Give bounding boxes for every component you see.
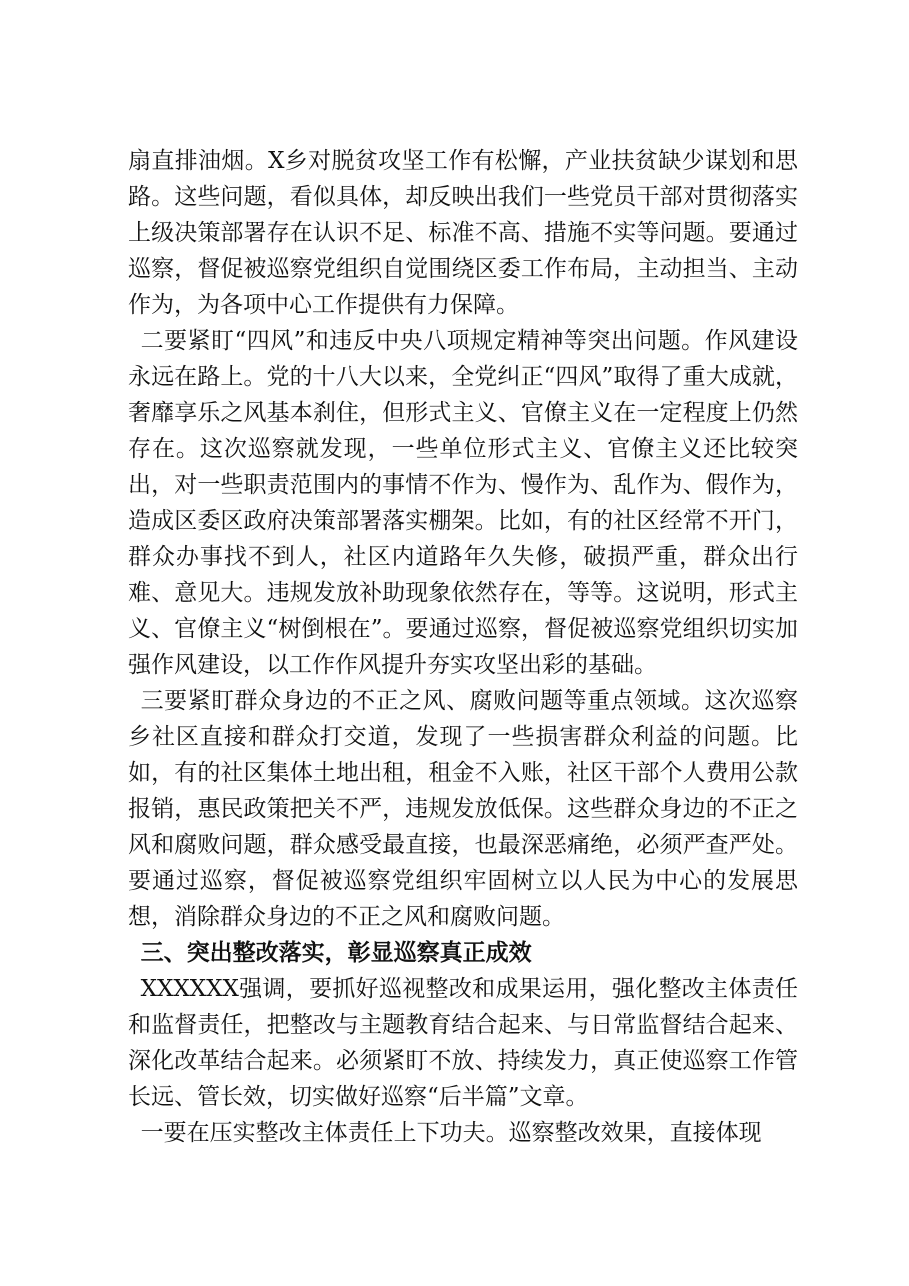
paragraph-four-winds: 二要紧盯“四风”和违反中央八项规定精神等突出问题。作风建设永远在路上。党的十八大以来，全党纠正“四风”取得了重大成就，奢靡享乐之风基本刹住，但形式主义、官僚主义在一定程度上仍然存在。这次巡察就发现，一些单位形式主义、官僚主义还比较突出，对一些职责范围内的事情不作为、慢作为、乱作为、假作为，造成区委区政府决策部署落实棚架。比如，有的社区经常不开门，群众办事找不到人，社区内道路年久失修，破损严重，群众出行难、意见大。违规发放补助现象依然存在，等等。这说明，形式主义、官僚主义“树倒根在”。要通过巡察，督促被巡察党组织切实加强作风建设，以工作作风提升夯实攻坚出彩的基础。 bbox=[128, 328, 798, 678]
paragraph-rectification-first: 一要在压实整改主体责任上下功夫。巡察整改效果，直接体现 bbox=[140, 1120, 762, 1146]
paragraph-grassroots-corruption: 三要紧盯群众身边的不正之风、腐败问题等重点领域。这次巡察乡社区直接和群众打交道，发现了一些损害群众利益的问题。比如，有的社区集体土地出租，租金不入账，社区干部个人费用公款报销，惠民政策把关不严，违规发放低保。这些群众身边的不正之风和腐败问题，群众感受最直接，也最深恶痛绝，必须严查严处。要通过巡察，督促被巡察党组织牢固树立以人民为中心的发展思想，消除群众身边的不正之风和腐败问题。 bbox=[128, 688, 798, 930]
section-heading-3: 三、突出整改落实，彰显巡察真正成效 bbox=[140, 940, 532, 966]
paragraph-rectification-intro: XXXXXX强调，要抓好巡视整改和成果运用，强化整改主体责任和监督责任，把整改与主题教育结合起来、与日常监督结合起来、深化改革结合起来。必须紧盯不放、持续发力，真正使巡察工作管长远、管长效，切实做好巡察“后半篇”文章。 bbox=[128, 976, 798, 1110]
document-body bbox=[128, 143, 798, 1151]
paragraph-continuation: 扇直排油烟。X乡对脱贫攻坚工作有松懈，产业扶贫缺少谋划和思路。这些问题，看似具体，却反映出我们一些党员干部对贯彻落实上级决策部署存在认识不足、标准不高、措施不实等问题。要通过巡察，督促被巡察党组织自觉围绕区委工作布局，主动担当、主动作为，为各项中心工作提供有力保障。 bbox=[128, 148, 798, 318]
